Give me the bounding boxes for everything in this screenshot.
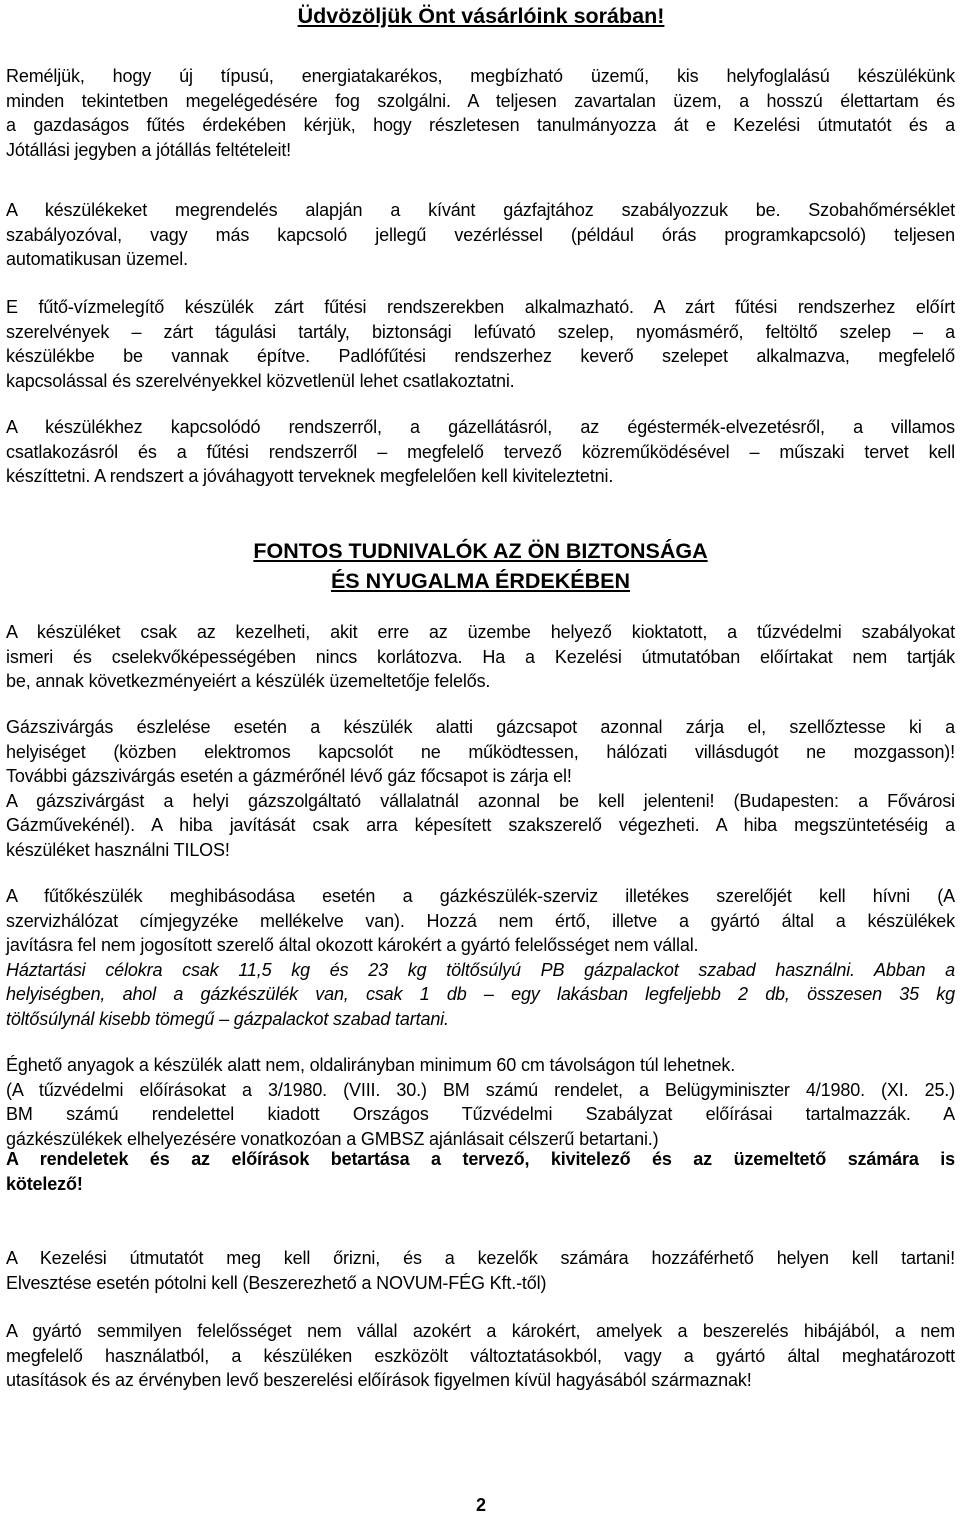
text-line: A rendeletek és az előírások betartása a tervező, kivitelező és az üzemeltető számára is [6, 1149, 955, 1169]
text-line: kapcsolással és szerelvényekkel közvetlenül lehet csatlakoztatni. [6, 370, 515, 391]
text-line: A készülékhez kapcsolódó rendszerről, a gázellátásról, az égéstermék-elvezetésről, a villamos [6, 417, 955, 437]
text-line: készülékbe be vannak építve. Padlófűtési rendszerhez keverő szelepet alkalmazva, megfelelő [6, 346, 955, 366]
text-line: További gázszivárgás esetén a gázmérőnél lévő gáz főcsapot is zárja el! [6, 766, 572, 786]
text-line: Háztartási célokra csak 11,5 kg és 23 kg töltősúlyú PB gázpalackot szabad használni. Abban a [6, 959, 955, 980]
malfunction-paragraph [6, 884, 955, 1031]
heading-line: ÉS NYUGALMA ÉRDEKÉBEN [330, 569, 631, 593]
text-line: (A tűzvédelmi előírásokat a 3/1980. (VIII. 30.) BM számú rendelet, a Belügyminiszter 4/1980. (XI. 25.) [6, 1079, 955, 1100]
text-line: be, annak következményeiért a készülék üzemeltetője felelős. [6, 671, 491, 691]
text-line: Jótállási jegyben a jótállás feltételeit! [6, 139, 292, 160]
text-line: készüléket használni TILOS! [6, 839, 230, 860]
text-line: Reméljük, hogy új típusú, energiatakarékos, megbízható üzemű, kis helyfoglalású készülékünk [6, 66, 955, 86]
text-line: szerelvények – zárt tágulási tartály, biztonsági lefúvató szelep, nyomásmérő, feltöltő szelep – a [6, 321, 955, 342]
system-design-paragraph [6, 415, 955, 489]
safety-heading [6, 536, 955, 596]
flammable-paragraph [6, 1053, 955, 1151]
text-line: utasítások és az érvényben levő beszerelési előírások figyelmen kívül hagyásából származnak! [6, 1370, 752, 1390]
gas-settings-paragraph [6, 198, 955, 272]
text-line: ismeri és cselekvőképességében nincs korlátozva. Ha a Kezelési útmutatóban előírtakat nem tartják [6, 646, 955, 667]
operator-paragraph [6, 620, 955, 694]
text-line: Gázszivárgás észlelése esetén a készülék alatti gázcsapot azonnal zárja el, szellőztesse ki a [6, 717, 955, 737]
text-line: megfelelő használatból, a készüléken eszközölt változtatásokból, vagy a gyártó által meghatározott [6, 1345, 955, 1366]
text-line: A gyártó semmilyen felelősséget nem vállal azokért a károkért, amelyek a beszerelés hibájából, a nem [6, 1321, 955, 1341]
intro-paragraph [6, 64, 955, 162]
text-line: gázkészülékek elhelyezésére vonatkozóan a GMBSZ ajánlásait célszerű betartani.) [6, 1128, 659, 1149]
gas-leak-paragraph [6, 715, 955, 862]
text-line: A fűtőkészülék meghibásodása esetén a gázkészülék-szerviz illetékes szerelőjét kell hívni (A [6, 886, 955, 906]
text-line: automatikusan üzemel. [6, 249, 188, 269]
text-line: csatlakozásról és a fűtési rendszerről – megfelelő tervező közreműködésével – műszaki tervet kell [6, 441, 955, 462]
text-line: Elvesztése esetén pótolni kell (Beszerezhető a NOVUM-FÉG Kft.-től) [6, 1272, 547, 1293]
text-line: helyiséget (közben elektromos kapcsolót ne működtessen, hálózati villásdugót ne mozgasson)! [6, 741, 955, 762]
text-line: töltősúlynál kisebb tömegű – gázpalackot szabad tartani. [6, 1008, 449, 1029]
text-line: helyiségben, ahol a gázkészülék van, csak 1 db – egy lakásban legfeljebb 2 db, összesen 35 kg [6, 984, 955, 1004]
text-line: E fűtő-vízmelegítő készülék zárt fűtési rendszerekben alkalmazható. A zárt fűtési rendszerhez előírt [6, 297, 955, 317]
text-line: A készülékeket megrendelés alapján a kívánt gázfajtához szabályozzuk be. Szobahőmérséklet [6, 200, 955, 220]
regulations-paragraph [6, 1147, 955, 1196]
text-line: szabályozóval, vagy más kapcsoló jellegű vezérléssel (például órás programkapcsoló) teljesen [6, 224, 955, 245]
text-line: A Kezelési útmutatót meg kell őrizni, és a kezelők számára hozzáférhető helyen kell tartani! [6, 1248, 955, 1268]
text-line: minden tekintetben megelégedésére fog szolgálni. A teljesen zavartalan üzem, a hosszú élettartam és [6, 90, 955, 111]
text-line: A készüléket csak az kezelheti, akit erre az üzembe helyező kioktatott, a tűzvédelmi szabályokat [6, 622, 955, 642]
text-line: szervizhálózat címjegyzéke mellékelve van). Hozzá nem értő, illetve a gyártó által a készülékek [6, 910, 955, 931]
text-line: készíttetni. A rendszert a jóváhagyott terveknek megfelelően kell kiviteleztetni. [6, 466, 614, 486]
page-title: Üdvözöljük Önt vásárlóink sorában! [297, 4, 665, 28]
text-line: Gázművekénél). A hiba javítását csak arra képesített szakszerelő végezheti. A hiba megszüntetéséig a [6, 815, 955, 835]
heading-line: FONTOS TUDNIVALÓK AZ ÖN BIZTONSÁGA [253, 539, 708, 563]
text-line: Éghető anyagok a készülék alatt nem, oldalirányban minimum 60 cm távolságon túl lehetnek. [6, 1055, 736, 1075]
text-line: BM számú rendelettel kiadott Országos Tűzvédelmi Szabályzat előírásai tartalmazzák. A [6, 1104, 955, 1124]
text-line: a gazdaságos fűtés érdekében kérjük, hogy részletesen tanulmányozza át e Kezelési útmutatót és a [6, 115, 955, 135]
liability-paragraph [6, 1319, 955, 1393]
text-line: javításra fel nem jogosított szerelő által okozott károkért a gyártó felelősséget nem vállal. [6, 935, 699, 955]
page-number: 2 [475, 1495, 486, 1515]
text-line: A gázszivárgást a helyi gázszolgáltató vállalatnál azonnal be kell jelenteni! (Budapesten: a Fővárosi [6, 790, 955, 811]
text-line: kötelező! [6, 1173, 83, 1194]
closed-system-paragraph [6, 295, 955, 393]
manual-storage-paragraph [6, 1246, 955, 1295]
